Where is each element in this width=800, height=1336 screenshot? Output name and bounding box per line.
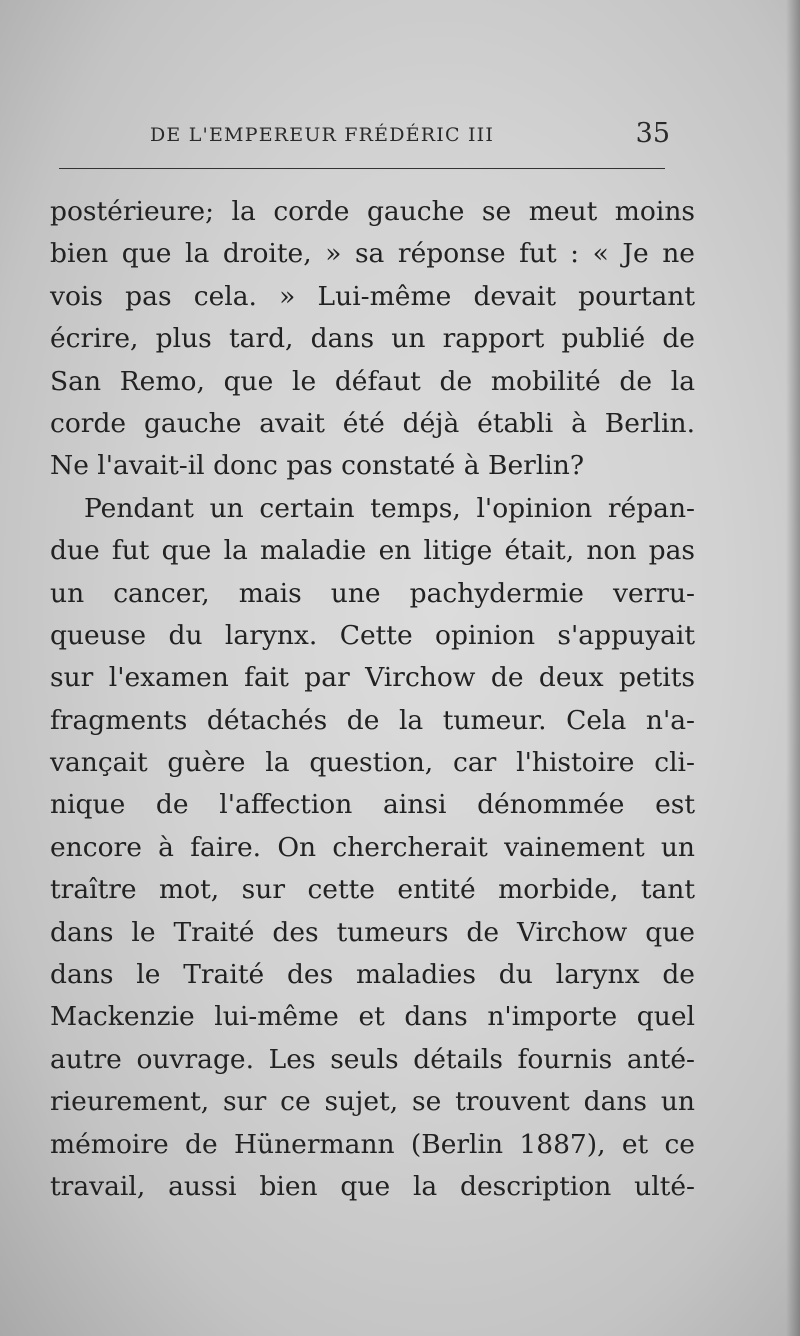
text-line: fragments détachés de la tumeur. Cela n'a-: [50, 704, 695, 736]
paragraph-end-line: Ne l'avait-il donc pas constaté à Berlin?: [50, 450, 585, 482]
text-line: autre ouvrage. Les seuls détails fournis anté-: [50, 1043, 695, 1075]
text-line: sur l'examen fait par Virchow de deux petits: [50, 662, 695, 694]
text-line: mémoire de Hünermann (Berlin 1887), et ce: [50, 1128, 695, 1160]
text-line: un cancer, mais une pachydermie verru-: [50, 577, 695, 609]
text-line: due fut que la maladie en litige était, non pas: [50, 535, 695, 567]
running-title: DE L'EMPEREUR FRÉDÉRIC III: [150, 124, 495, 146]
text-line: dans le Traité des maladies du larynx de: [50, 959, 695, 991]
text-line: San Remo, que le défaut de mobilité de la: [50, 365, 695, 397]
body-text: [50, 191, 695, 1208]
text-line: dans le Traité des tumeurs de Virchow que: [50, 916, 695, 948]
text-line: rieurement, sur ce sujet, se trouvent dans un: [50, 1086, 695, 1118]
text-line: écrire, plus tard, dans un rapport publié de: [50, 323, 695, 355]
page-edge-shadow: [786, 0, 800, 1336]
text-line: travail, aussi bien que la description ulté-: [50, 1170, 695, 1202]
header-rule: [59, 168, 665, 169]
page-number: 35: [635, 118, 670, 149]
text-line: Mackenzie lui-même et dans n'importe quel: [50, 1001, 695, 1033]
text-line: queuse du larynx. Cette opinion s'appuyait: [50, 619, 695, 651]
text-line: postérieure; la corde gauche se meut moins: [50, 196, 695, 227]
paragraph-start-line: Pendant un certain temps, l'opinion répan-: [84, 492, 695, 524]
text-line: bien que la droite, » sa réponse fut : « Je ne: [50, 238, 695, 270]
running-head: [150, 118, 670, 154]
text-line: traître mot, sur cette entité morbide, tant: [50, 874, 695, 906]
text-line: nique de l'affection ainsi dénommée est: [50, 789, 695, 821]
text-line: vançait guère la question, car l'histoire cli-: [50, 747, 695, 779]
text-line: corde gauche avait été déjà établi à Berlin.: [50, 407, 695, 439]
text-line: vois pas cela. » Lui-même devait pourtant: [50, 280, 695, 312]
text-line: encore à faire. On chercherait vainement un: [50, 831, 695, 863]
